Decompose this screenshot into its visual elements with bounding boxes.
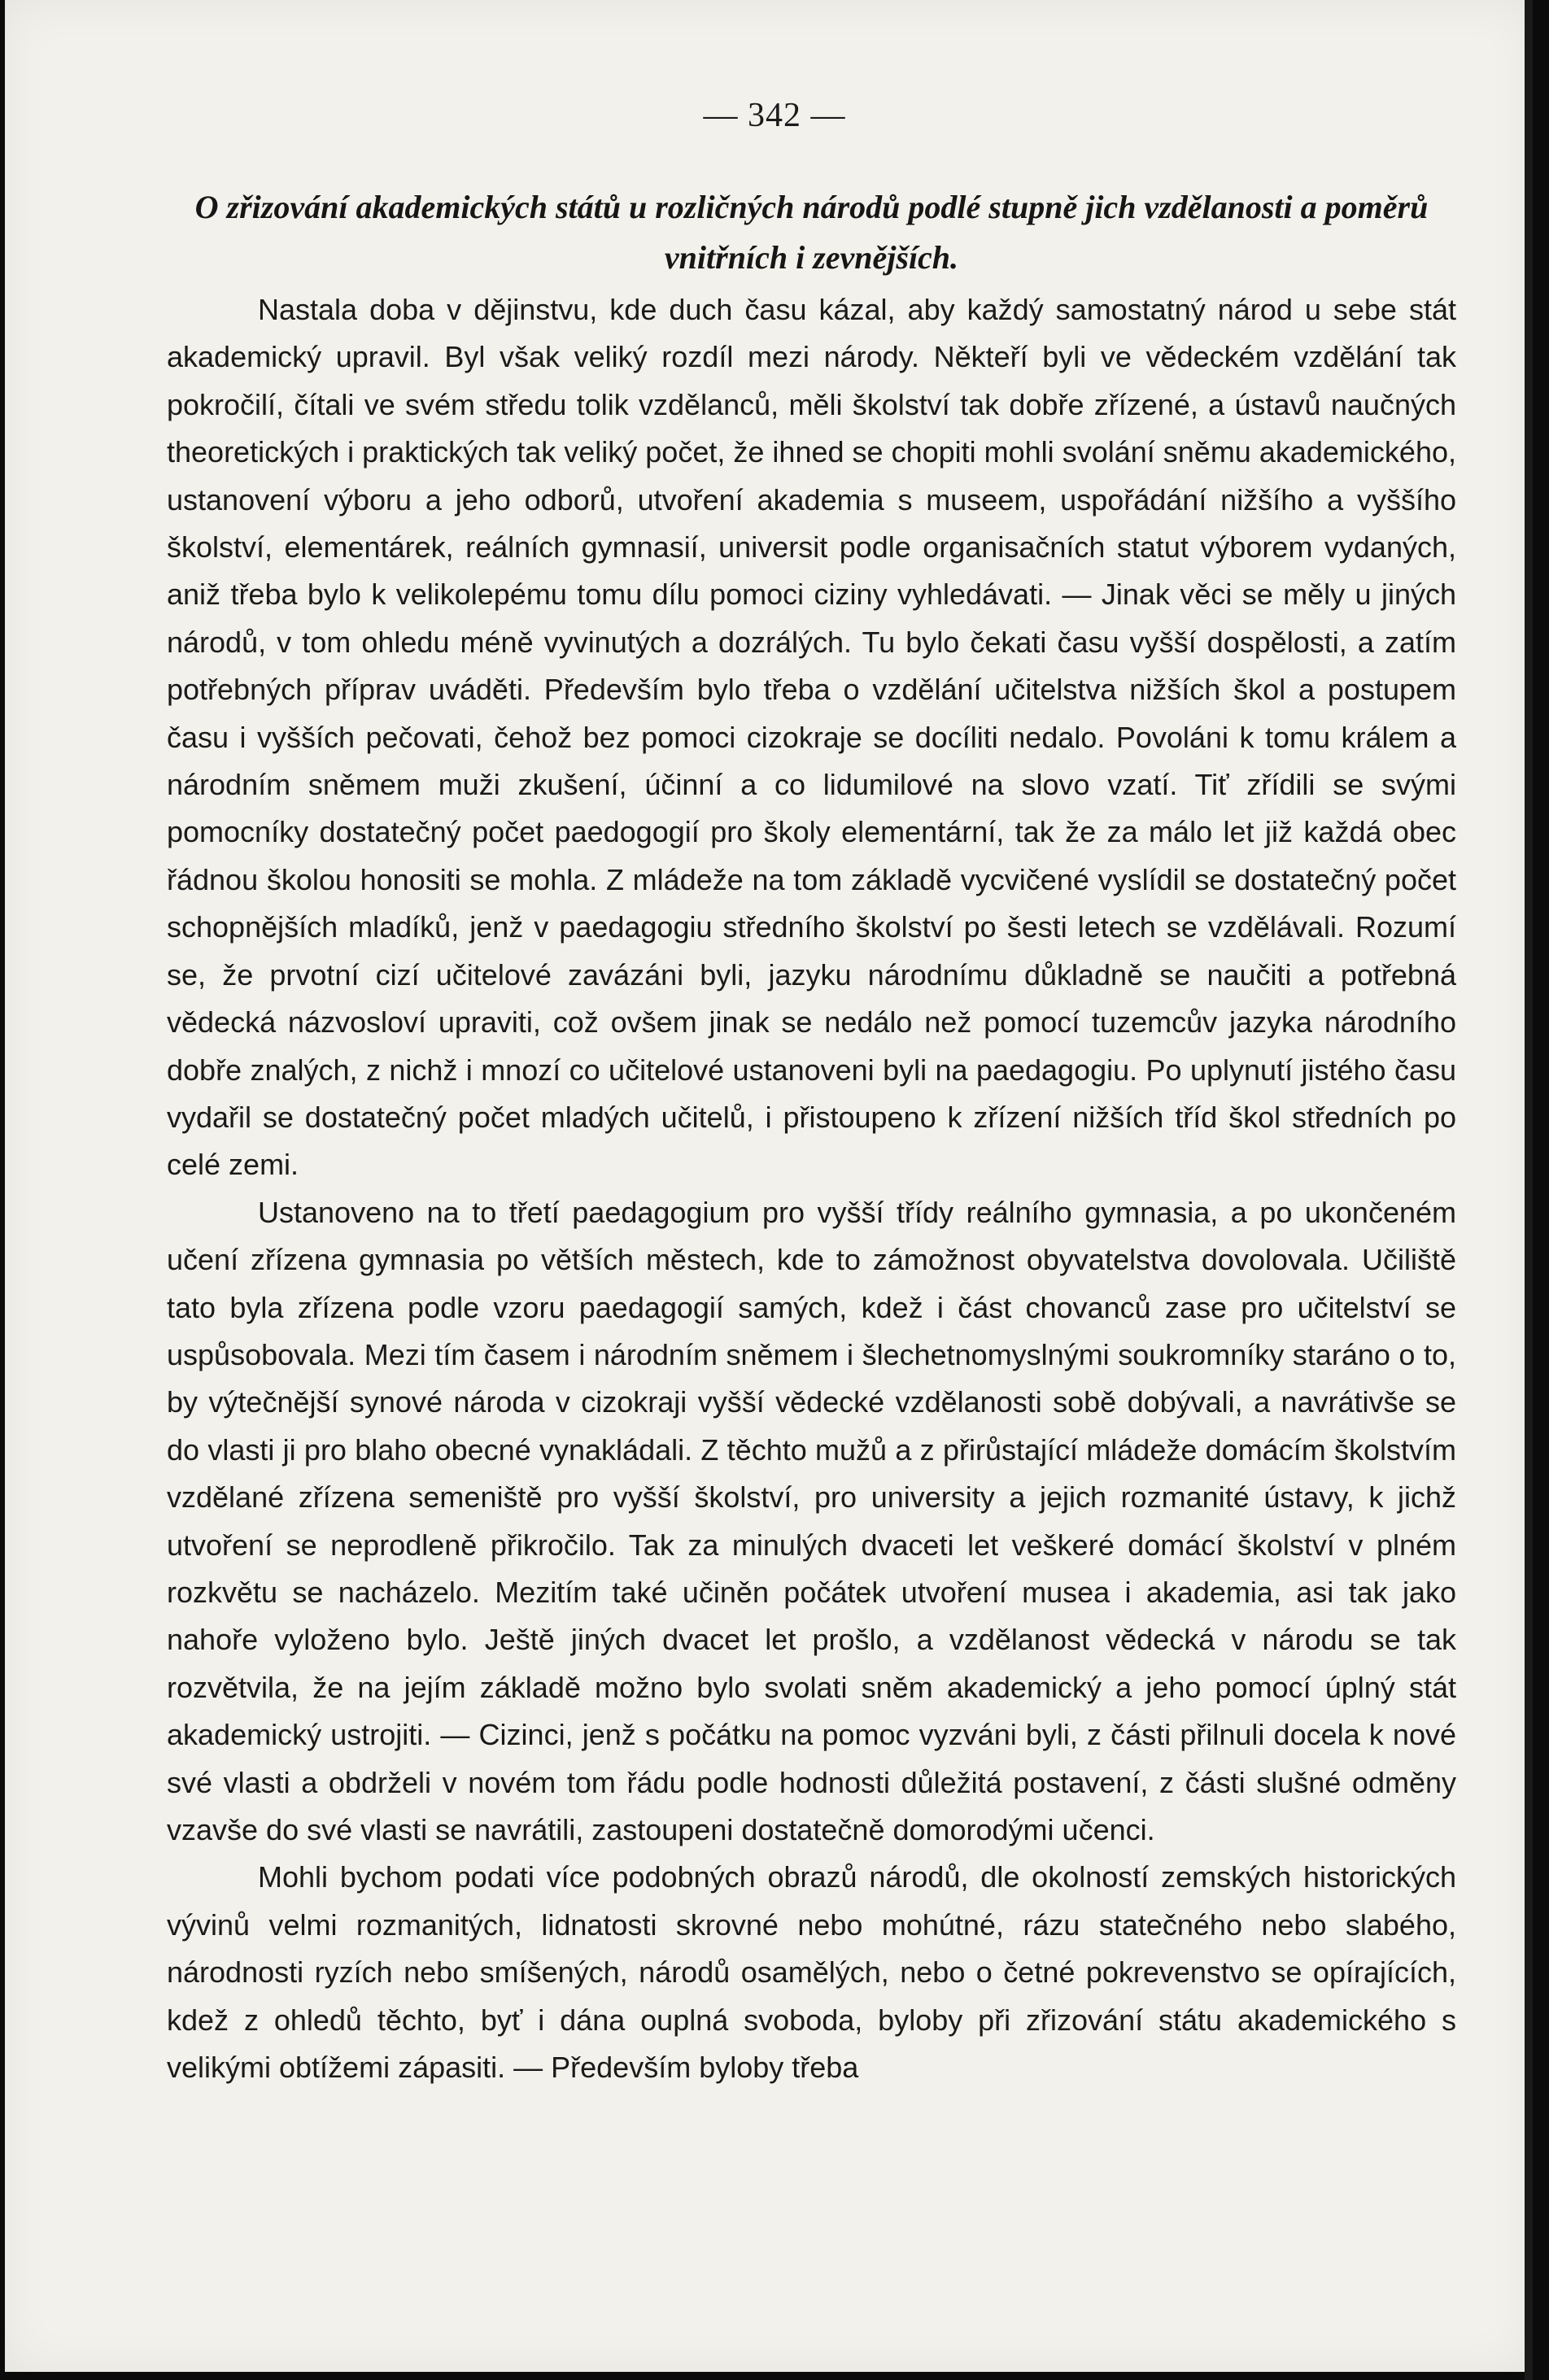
paragraph-1: Nastala doba v dějinstvu, kde duch času kázal, aby každý samostatný národ u sebe stát akademický upravil. Byl však veliký rozdíl mezi národy. Někteří byli ve vědeckém vzdělání tak pokročilí, čítali ve svém středu tolik vzdělanců, měli školství tak dobře zřízené, a ústavů naučných theoretických i praktických tak veliký počet, že ihned se chopiti mohli svolání sněmu akademického, ustanovení výboru a jeho odborů, utvoření akademia s museem, uspořádání nižšího a vyššího školství, elementárek, reálních gymnasií, universit podle organisačních statut výborem vydaných, aniž třeba bylo k velikolepému tomu dílu pomoci ciziny vyhledávati. — Jinak věci se měly u jiných národů, v tom ohledu méně vyvinutých a dozrálých. Tu bylo čekati času vyšší dospělosti, a zatím potřebných příprav uváděti. Především bylo třeba o vzdělání učitelstva nižších škol a postupem času i vyšších pečovati, čehož bez pomoci cizokraje se docíliti nedalo. Povoláni k tomu králem a národním sněmem muži zkušení, účinní a co lidumilové na slovo vzatí. Tiť zřídili se svými pomocníky dostatečný počet paedogogií pro školy elementární, tak že za málo let již každá obec řádnou školou honositi se mohla. Z mládeže na tom základě vycvičené vyslídil se dostatečný počet schopnějších mladíků, jenž v paedagogiu středního školství po šesti letech se vzdělávali. Rozumí se, že prvotní cizí učitelové zavázáni byli, jazyku národnímu důkladně se naučiti a potřebná vědecká názvosloví upraviti, což ovšem jinak se nedálo než pomocí tuzemcův jazyka národního dobře znalých, z nichž i mnozí co učitelové ustanoveni byli na paedagogiu. Po uplynutí jistého času vydařil se dostatečný počet mladých učitelů, i přistoupeno k zřízení nižších tříd škol středních po celé zemi.	[167, 293, 1456, 1182]
body-text	[167, 286, 1456, 2091]
paragraph-3: Mohli bychom podati více podobných obrazů národů, dle okolností zemských historických vývinů velmi rozmanitých, lidnatosti skrovné nebo mohútné, rázu statečného nebo slabého, národnosti ryzích nebo smíšených, národů osamělých, nebo o četné pokrevenstvo se opírajících, kdež z ohledů těchto, byť i dána ouplná svoboda, byloby při zřizování státu akademického s velikými obtížemi zápasiti. — Především byloby třeba	[167, 1860, 1456, 2085]
page-number: — 342 —	[703, 97, 846, 134]
section-heading: O zřizování akademických států u rozličných národů podlé stupně jich vzdělanosti a poměrů vnitřních i zevnějších.	[194, 189, 1429, 276]
paragraph-2: Ustanoveno na to třetí paedagogium pro vyšší třídy reálního gymnasia, a po ukončeném učení zřízena gymnasia po větších městech, kde to zámožnost obyvatelstva dovolovala. Učiliště tato byla zřízena podle vzoru paedagogií samých, kdež i část chovanců zase pro učitelství se uspůsobovala. Mezi tím časem i národním sněmem i šlechetnomyslnými soukromníky staráno o to, by výtečnější synové národa v cizokraji vyšší vědecké vzdělanosti sobě dobývali, a navrátivše se do vlasti ji pro blaho obecné vynakládali. Z těchto mužů a z přirůstající mládeže domácím školstvím vzdělané zřízena semeniště pro vyšší školství, pro university a jejich rozmanité ústavy, k jichž utvoření se neprodleně přikročilo. Tak za minulých dvaceti let veškeré domácí školství v plném rozkvětu se nacházelo. Mezitím také učiněn počátek utvoření musea i akademia, asi tak jako nahoře vyloženo bylo. Ještě jiných dvacet let prošlo, a vzdělanost vědecká v národu se tak rozvětvila, že na jejím základě možno bylo svolati sněm akademický a jeho pomocí úplný stát akademický ustrojiti. — Cizinci, jenž s počátku na pomoc vyzváni byli, z části přilnuli docela k nové své vlasti a obdrželi v novém tom řádu podle hodnosti důležitá postavení, z části slušné odměny vzavše do své vlasti se navrátili, zastoupeni dostatečně domorodými učenci.	[167, 1195, 1456, 1846]
page-edge-shadow	[1525, 0, 1533, 2380]
